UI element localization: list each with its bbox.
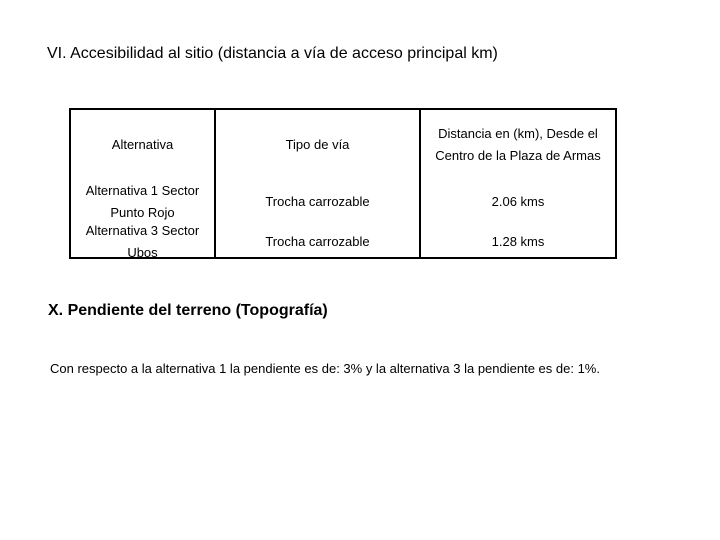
table-row	[71, 180, 615, 224]
table-cell-alternativa: Alternativa 3 Sector Ubos	[71, 224, 216, 259]
table-cell-tipo-via: Trocha carrozable	[216, 180, 421, 224]
section-6-title: VI. Accesibilidad al sitio (distancia a vía de acceso principal km)	[47, 45, 498, 62]
table-row	[71, 224, 615, 259]
table-cell-tipo-via: Trocha carrozable	[216, 224, 421, 259]
header-cell-tipo-via: Tipo de vía	[216, 110, 421, 180]
access-table	[69, 108, 617, 259]
header-cell-alternativa: Alternativa	[71, 110, 216, 180]
table-cell-distancia: 1.28 kms	[491, 233, 545, 249]
slope-paragraph: Con respecto a la alternativa 1 la pendiente es de: 3% y la alternativa 3 la pendiente es de: 1%.	[50, 361, 600, 376]
table-header-row	[71, 110, 615, 180]
table-cell-alternativa: Alternativa 1 Sector Punto Rojo	[71, 180, 216, 224]
table-cell-distancia: 2.06 kms	[491, 194, 545, 209]
section-10-title: X. Pendiente del terreno (Topografía)	[48, 302, 328, 319]
header-cell-distancia: Distancia en (km), Desde el Centro de la Plaza de Armas	[435, 126, 601, 163]
